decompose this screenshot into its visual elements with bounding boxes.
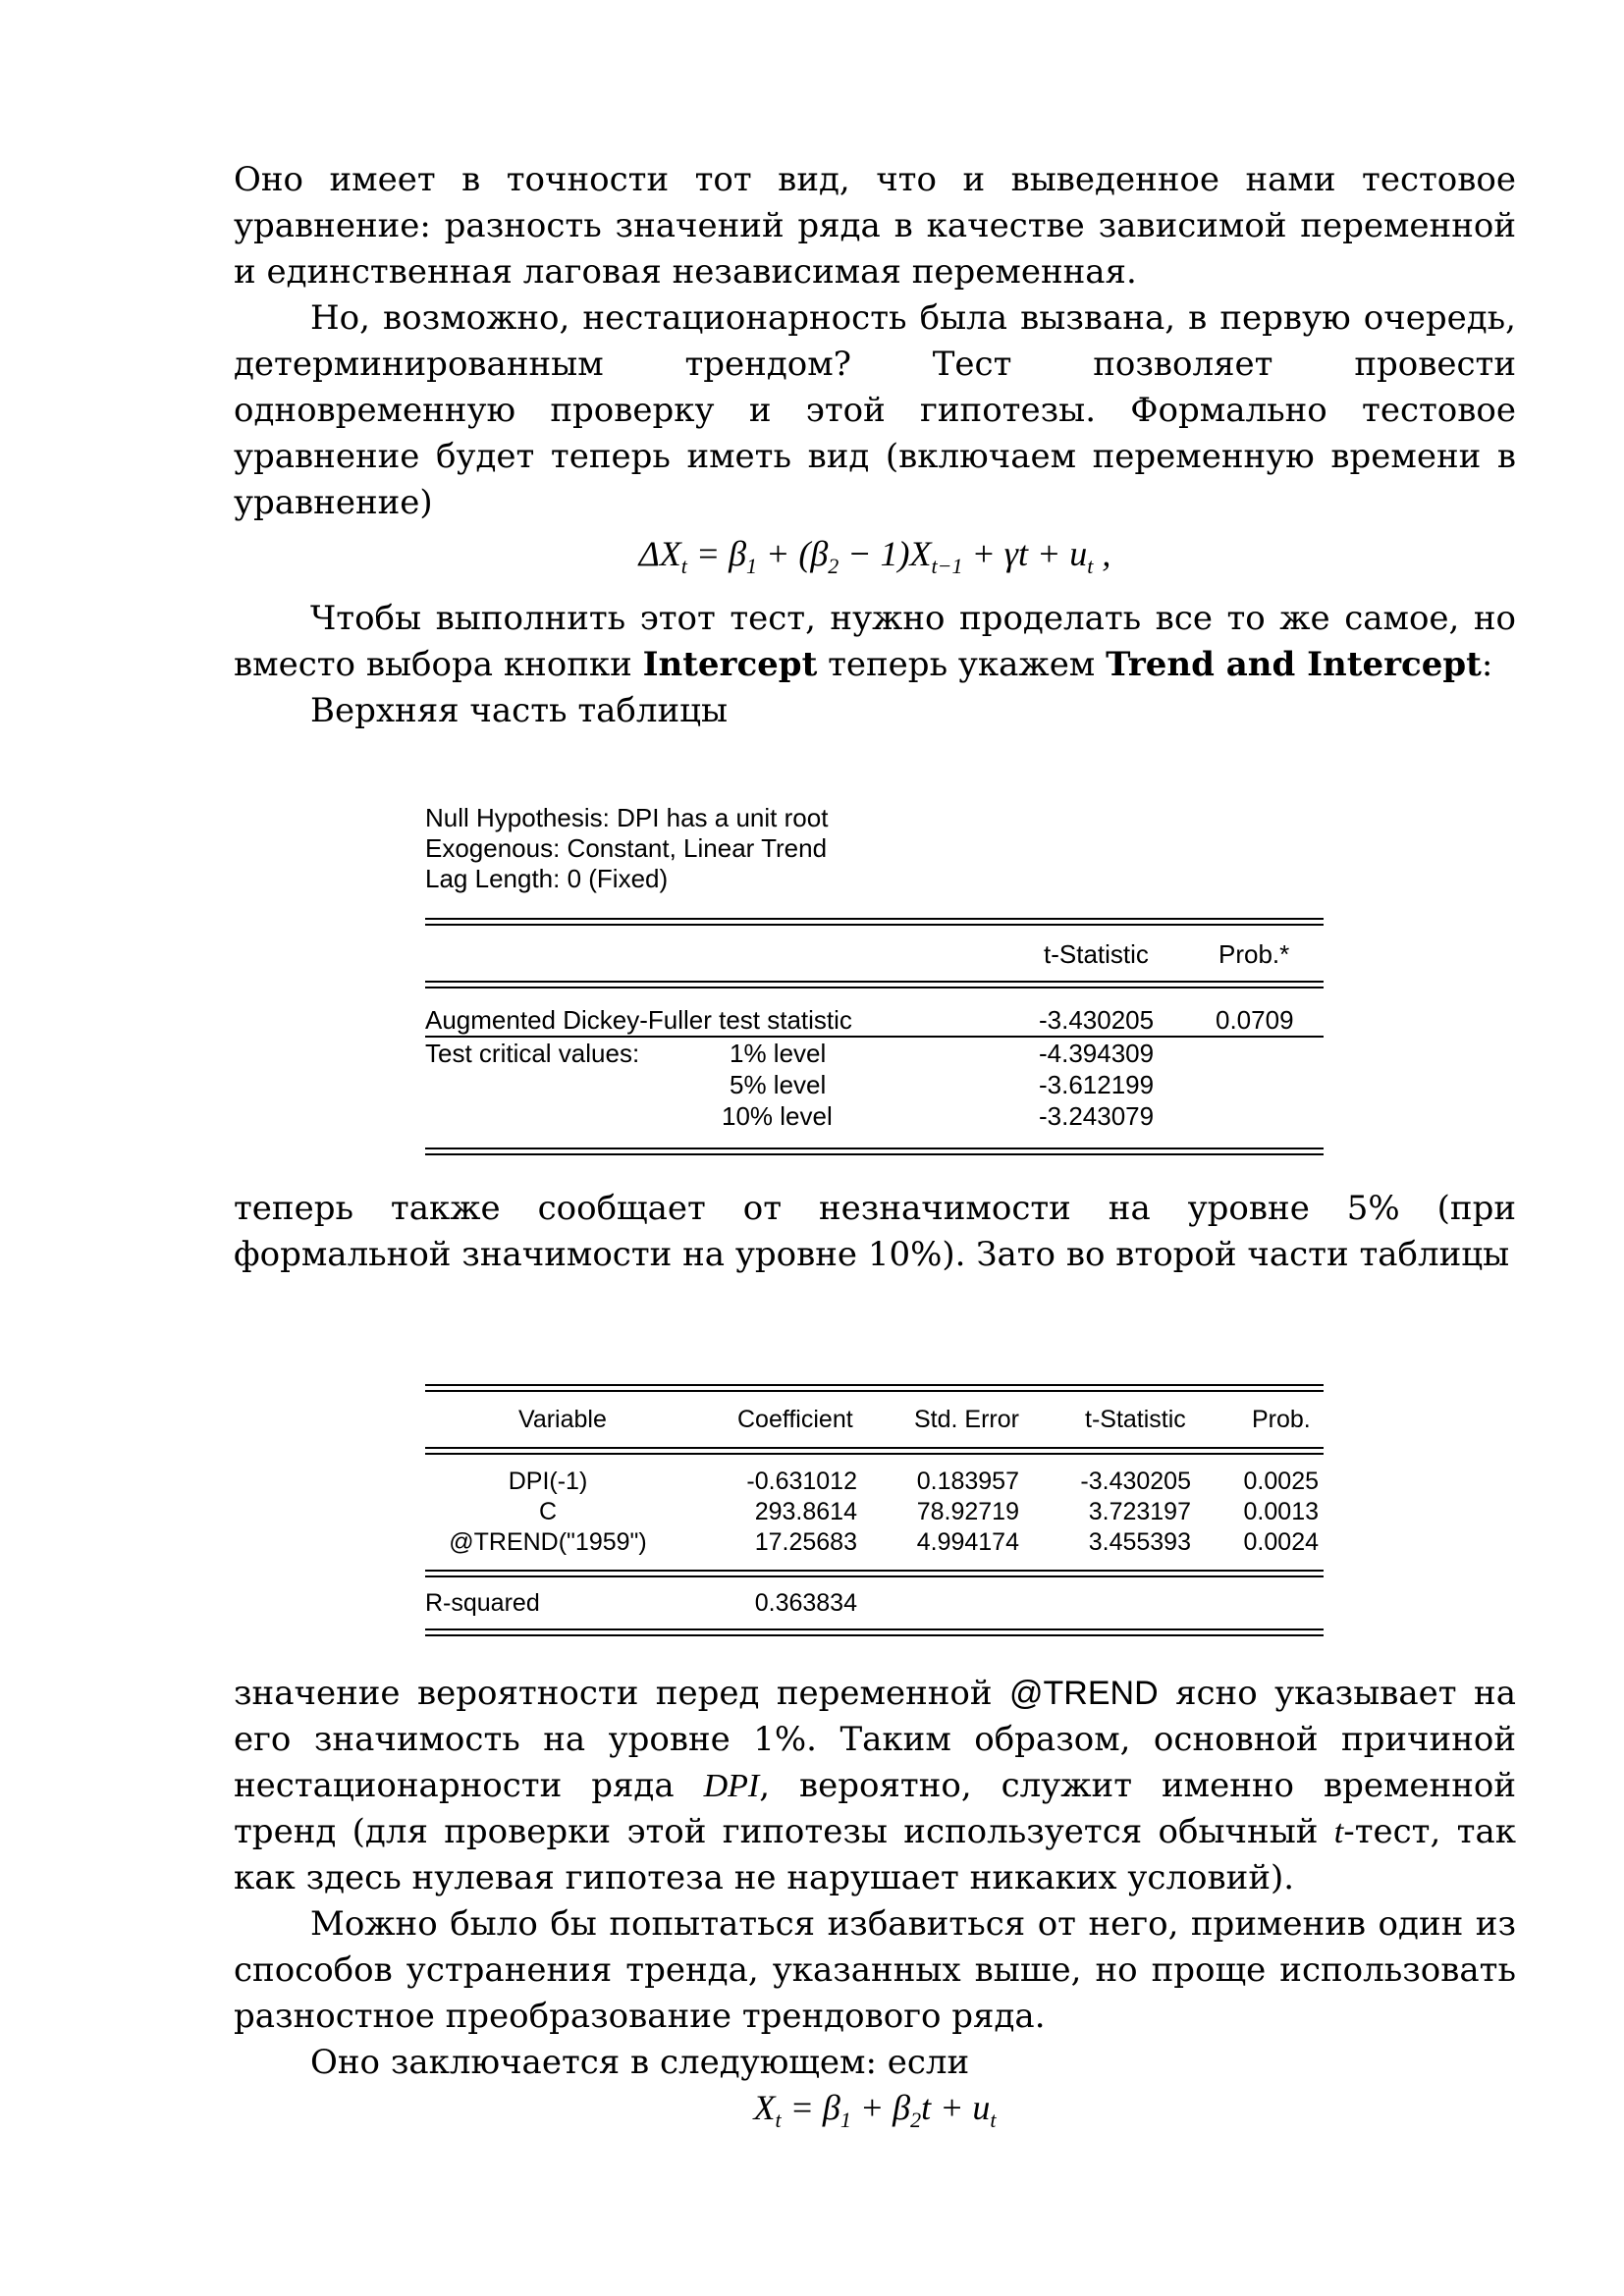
table-row [425, 1467, 1324, 1497]
bottom-text [234, 1671, 1516, 2150]
table-rule [425, 981, 1324, 988]
variable-cell: DPI(-1) [508, 1468, 588, 1495]
stderr-cell: 78.92719 [916, 1498, 1019, 1525]
rsquared-row [425, 1577, 1324, 1629]
adf-header [425, 803, 1324, 894]
col-coefficient-header: Coefficient [737, 1406, 853, 1433]
exogenous-line: Exogenous: Constant, Linear Trend [425, 833, 828, 863]
paragraph-3 [234, 596, 1516, 688]
paragraph-6 [234, 1671, 1516, 1901]
intercept-label: Intercept [642, 645, 818, 685]
p6-text-a: значение вероятности перед переменной [234, 1674, 1009, 1713]
table-rule [425, 1148, 1324, 1155]
middle-text [234, 1186, 1516, 1278]
variable-cell: C [538, 1498, 558, 1525]
trend-intercept-label: Trend and Intercept [1106, 645, 1482, 685]
prob-cell: 0.0013 [1243, 1498, 1319, 1525]
col-tstat-header: t-Statistic [1044, 939, 1149, 969]
prob-cell: 0.0024 [1243, 1528, 1319, 1556]
level-value: -3.243079 [1039, 1101, 1155, 1131]
trend-inline: @TREND [1009, 1675, 1159, 1712]
p6-text-d: -тест, так как здесь нулевая гипотеза не нарушает никаких условий). [234, 1812, 1516, 1897]
adf-tstat: -3.430205 [1039, 1005, 1155, 1035]
adf-label: Augmented Dickey-Fuller test statistic [425, 1005, 852, 1035]
tstat-cell: -3.430205 [1080, 1468, 1191, 1495]
stderr-cell: 0.183957 [916, 1468, 1019, 1495]
document-body [234, 157, 1516, 734]
paragraph-2: Но, возможно, нестационарность была вызвана, в первую очередь, детерминированным трендом? Тест позволяет провести одновременную проверку и этой гипотезы. Формально тестовое уравнение будет теперь иметь вид (включаем переменную времени в уравнение) [234, 298, 1516, 522]
prob-cell: 0.0025 [1243, 1468, 1319, 1495]
table-rule [425, 1570, 1324, 1577]
stderr-cell: 4.994174 [916, 1528, 1019, 1556]
table-rule [425, 1629, 1324, 1636]
regression-table [425, 1384, 1324, 1636]
critical-row-1 [425, 1038, 1324, 1069]
adf-stat-row [425, 1004, 1324, 1038]
p3-text-a: Чтобы выполнить этот тест, нужно проделать все то же самое, но вместо выбора кнопки [234, 599, 1516, 685]
paragraph-5: теперь также сообщает от незначимости на уровне 5% (при формальной значимости на уровне 10%). Зато во второй части таблицы [234, 1189, 1516, 1274]
adf-test-table [425, 803, 1324, 1155]
rsquared-label: R-squared [425, 1589, 540, 1617]
p3-text-d: : [1481, 645, 1493, 685]
level-value: -3.612199 [1039, 1070, 1155, 1099]
level-label: 1% level [730, 1039, 827, 1068]
critical-row-2 [425, 1069, 1324, 1100]
col-tstat-header: t-Statistic [1085, 1406, 1186, 1433]
dpi-inline: DPI [703, 1768, 760, 1804]
rsquared-value: 0.363834 [754, 1589, 857, 1617]
table-rule [425, 1384, 1324, 1392]
table-row [425, 1497, 1324, 1527]
paragraph-8: Оно заключается в следующем: если [310, 2043, 970, 2082]
p6-text-b: ясно указывает на его значимость на уровне 1%. Таким образом, основной причиной нестационарности ряда [234, 1674, 1516, 1805]
critical-label: Test critical values: [425, 1039, 640, 1068]
adf-prob: 0.0709 [1216, 1005, 1294, 1035]
t-inline: t [1333, 1814, 1344, 1850]
col-prob-header: Prob.* [1218, 939, 1290, 969]
table-rule [425, 1447, 1324, 1455]
table-rule [425, 918, 1324, 926]
lag-length-line: Lag Length: 0 (Fixed) [425, 864, 669, 893]
paragraph-4: Верхняя часть таблицы [310, 691, 729, 731]
level-label: 10% level [722, 1101, 833, 1131]
col-variable-header: Variable [518, 1406, 607, 1433]
p3-text-c: теперь укажем [817, 645, 1107, 685]
col-prob-header: Prob. [1252, 1406, 1311, 1433]
paragraph-7: Можно было бы попытаться избавиться от него, применив один из способов устранения тренда, указанных выше, но проще использовать разностное преобразование трендового ряда. [234, 1904, 1516, 2036]
coefficient-cell: 17.25683 [754, 1528, 857, 1556]
level-label: 5% level [730, 1070, 827, 1099]
tstat-cell: 3.723197 [1088, 1498, 1191, 1525]
tstat-cell: 3.455393 [1088, 1528, 1191, 1556]
variable-cell: @TREND("1959") [449, 1528, 647, 1556]
level-value: -4.394309 [1039, 1039, 1155, 1068]
column-header-row [425, 926, 1324, 981]
coefficient-cell: -0.631012 [746, 1468, 857, 1495]
p6-text-c: , вероятно, служит именно временной тренд (для проверки этой гипотезы используется обычный [234, 1766, 1516, 1851]
col-stderr-header: Std. Error [914, 1406, 1019, 1433]
coefficient-cell: 293.8614 [754, 1498, 857, 1525]
paragraph-1: Оно имеет в точности тот вид, что и выведенное нами тестовое уравнение: разность значений ряда в качестве зависимой переменной и единственная лаговая независимая переменная. [234, 160, 1516, 292]
formula-trend-model: $X_t = \beta_1 + \beta_2t + u_t$ [753, 2088, 997, 2133]
regression-header-row [425, 1392, 1324, 1447]
critical-row-3 [425, 1100, 1324, 1132]
table-row [425, 1527, 1324, 1558]
formula-test-equation: $\Delta X_t = \beta_1 + (\beta_2 - 1)X_{t-1} + \gamma t + u_t$ , [638, 534, 1111, 579]
null-hypothesis-line: Null Hypothesis: DPI has a unit root [425, 803, 829, 832]
